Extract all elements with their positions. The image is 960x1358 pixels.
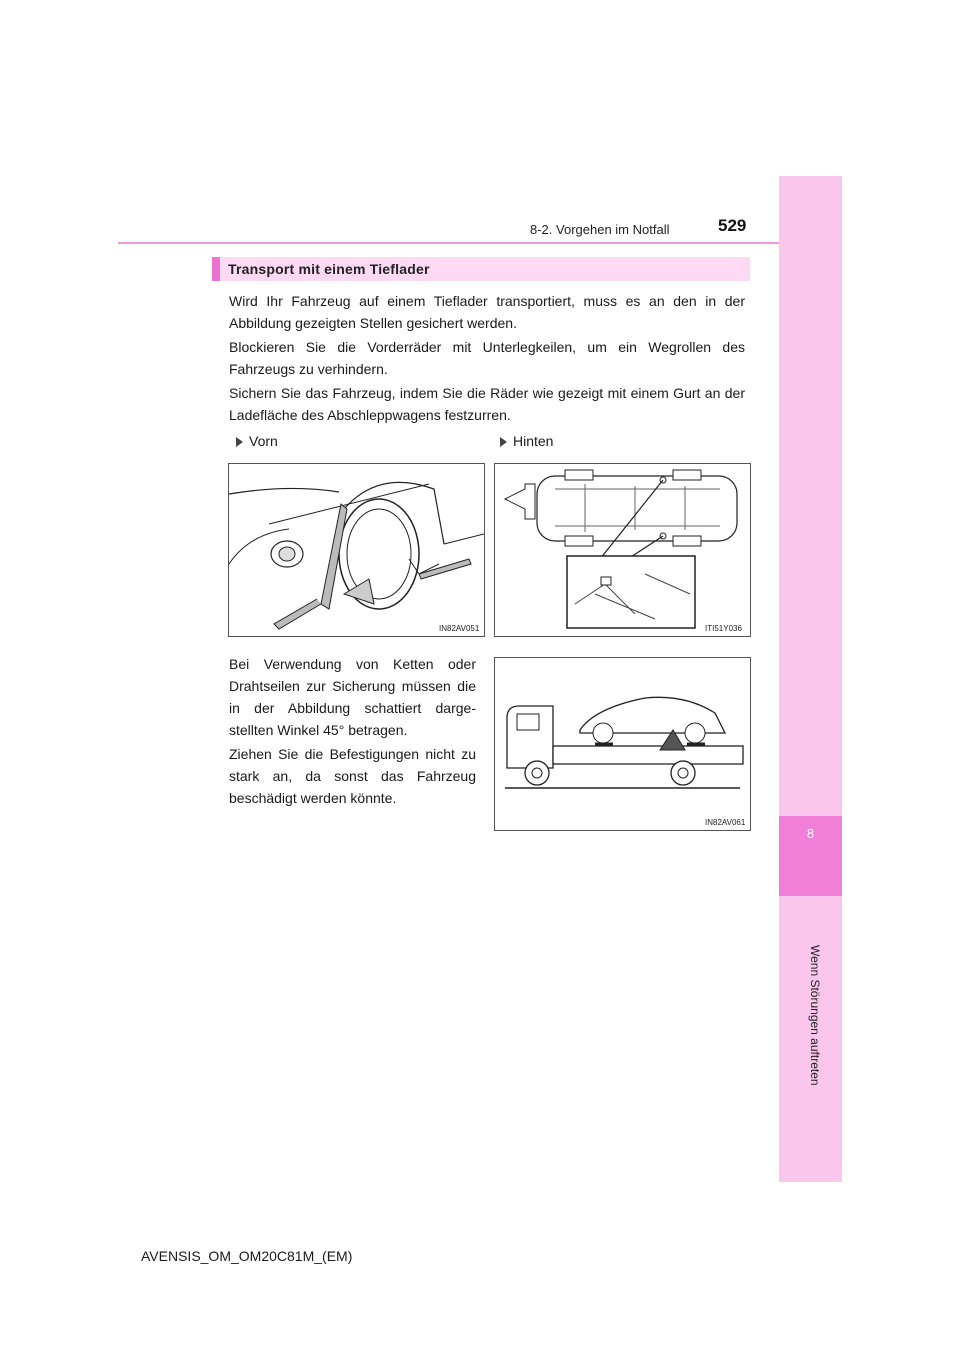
flatbed-truck-figure [494, 657, 751, 831]
document-id: AVENSIS_OM_OM20C81M_(EM) [141, 1248, 353, 1264]
tension-note: Ziehen Sie die Befestigungen nicht zu stark an, da sonst das Fahrzeug beschädigt werden könnte. [229, 746, 476, 806]
front-figure-code: IN82AV051 [439, 624, 480, 633]
chock-paragraph: Blockieren Sie die Vorderräder mit Unterlegkeilen, um ein Wegrollen des Fahrzeugs zu verhindern. [229, 339, 745, 377]
chain-angle-note: Bei Verwendung von Ketten oder Drahtseilen zur Sicherung müssen die in der Abbildung schattiert darge-stellten Winkel 45° betragen. [229, 656, 476, 738]
header-rule [118, 242, 779, 244]
strap-paragraph: Sichern Sie das Fahrzeug, indem Sie die Räder wie gezeigt mit einem Gurt an der Ladefläche des Abschleppwagens festzurren. [229, 385, 745, 423]
rear-underbody-illustration [495, 464, 750, 636]
section-title: Transport mit einem Tieflader [228, 261, 430, 277]
page-number: 529 [718, 216, 747, 235]
front-wheel-illustration [229, 464, 484, 636]
front-wheel-figure [228, 463, 485, 637]
front-label: Vorn [236, 433, 278, 449]
flatbed-truck-illustration [495, 658, 750, 830]
rear-figure-code: ITI51Y036 [705, 624, 742, 633]
truck-figure-code: IN82AV061 [705, 818, 746, 827]
chapter-title: Wenn Störungen auftreten [808, 945, 822, 1086]
rear-label: Hinten [500, 433, 553, 449]
chapter-number: 8 [806, 826, 815, 841]
header-section-title: 8-2. Vorgehen im Notfall [530, 222, 670, 237]
intro-paragraph: Wird Ihr Fahrzeug auf einem Tieflader transportiert, muss es an den in der Abbildung gezeigten Stellen gesichert werden. [229, 293, 745, 331]
bullet-arrow-icon [500, 437, 507, 447]
rear-underbody-figure [494, 463, 751, 637]
bullet-arrow-icon [236, 437, 243, 447]
